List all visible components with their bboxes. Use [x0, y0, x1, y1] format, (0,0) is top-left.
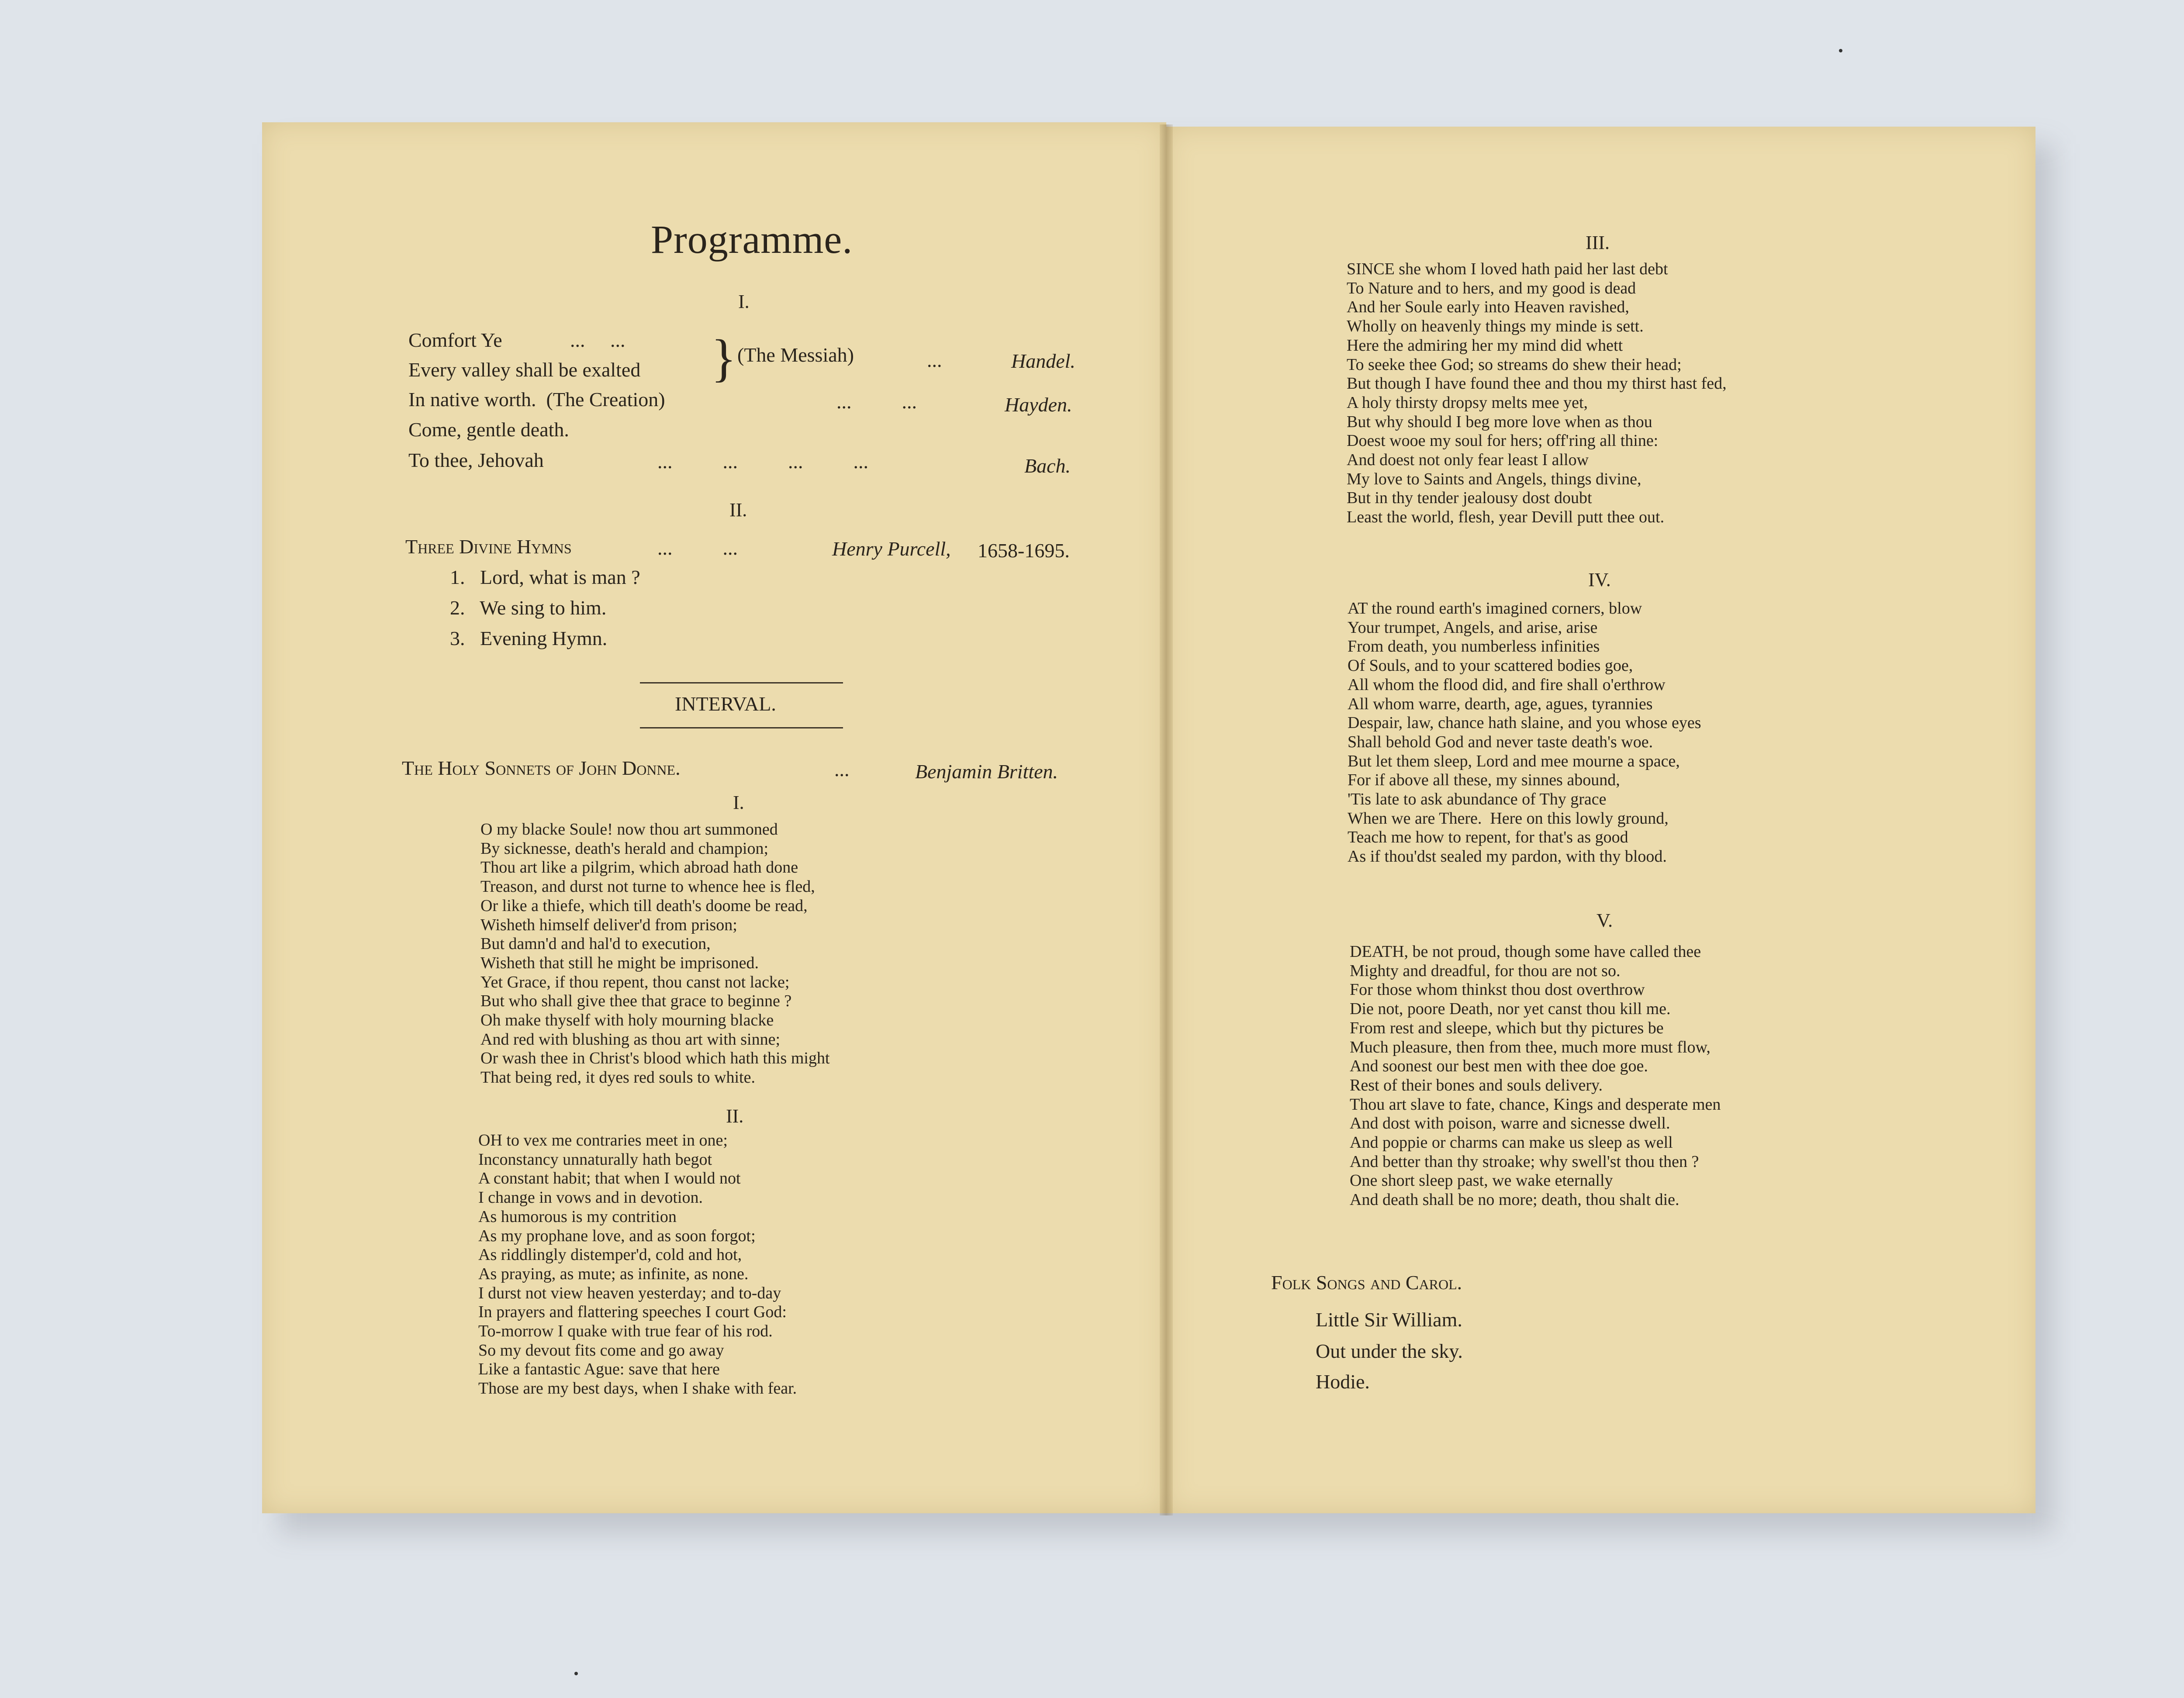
programme-title: Programme.: [651, 217, 853, 262]
purcell-dates: 1658-1695.: [978, 539, 1070, 562]
composer-britten: Benjamin Britten.: [915, 760, 1058, 783]
item-to-thee-jehovah-dots: ... ... ... ...: [657, 450, 868, 473]
composer-handel: Handel.: [1011, 350, 1075, 372]
item-to-thee-jehovah: To thee, Jehovah: [408, 449, 544, 471]
sonnet-v-text: DEATH, be not proud, though some have called thee Mighty and dreadful, for thou are not so. For those whom thinkst thou dost overthrow Die not, poore Death, nor yet canst thou kill me. From rest and sleepe, which but thy pictures be Much pleasure, then from thee, much more must flow, And soonest our best men with thee doe goe. Rest of their bones and souls delivery. Thou art slave to fate, chance, Kings and desperate men And dost with poison, warre and sicnesse dwell. And poppie or charms can make us sleep as well And better than thy stroake; why swell'st thou then ? One short sleep past, we wake eternally And death shall be no more; death, thou shalt die.: [1350, 942, 1721, 1209]
table-speck: [1839, 49, 1842, 52]
messiah-dots: ...: [927, 349, 942, 371]
messiah-brace: }: [711, 329, 736, 387]
composer-bach: Bach.: [1024, 455, 1071, 477]
sonnet-iii-text: SINCE she whom I loved hath paid her last debt To Nature and to hers, and my good is dead And her Soule early into Heaven ravished, Wholly on heavenly things my minde is sett. Here the admiring her my mind did whett To seeke thee God; so streams do shew their head; But though I have found thee and thou my thirst hast fed, A holy thirsty dropsy melts mee yet, But why should I beg more love when as thou Doest wooe my soul for hers; off'ring all thine: And doest not only fear least I allow My love to Saints and Angels, things divine, But in thy tender jealousy dost doubt Least the world, flesh, year Devill putt thee out.: [1347, 260, 1727, 527]
sonnets-dots: ...: [834, 758, 850, 780]
sonnet-iv-label: IV.: [1588, 569, 1611, 590]
sonnet-iii-label: III.: [1586, 232, 1610, 253]
sonnet-i-text: O my blacke Soule! now thou art summoned By sicknesse, death's herald and champion; Thou art like a pilgrim, which abroad hath done Treason, and durst not turne to whence hee is fled, Or like a thiefe, which till death's doome be read, Wisheth himself deliver'd from prison; But damn'd and hal'd to execution, Wisheth that still he might be imprisoned. Yet Grace, if thou repent, thou canst not lacke; But who shall give thee that grace to beginne ? Oh make thyself with holy mourning blacke And red with blushing as thou art with sinne; Or wash thee in Christ's blood which hath this might That being red, it dyes red souls to white.: [480, 820, 830, 1087]
folk-songs-title: Folk Songs and Carol.: [1271, 1271, 1462, 1294]
sonnet-i-label: I.: [733, 792, 744, 813]
sonnet-ii-label: II.: [726, 1105, 744, 1127]
item-in-native-worth: In native worth. (The Creation): [408, 388, 665, 411]
sonnet-ii-text: OH to vex me contraries meet in one; Inconstancy unnaturally hath begot A constant habit; that when I would not I change in vows and in devotion. As humorous is my contrition As my prophane love, and as soon forgot; As riddlingly distemper'd, cold and hot, As praying, as mute; as infinite, as none. I durst not view heaven yesterday; and to-day In prayers and flattering speeches I court God: To-morrow I quake with true fear of his rod. So my devout fits come and go away Like a fantastic Ague: save that here Those are my best days, when I shake with fear.: [478, 1131, 797, 1398]
interval-label: INTERVAL.: [675, 693, 776, 715]
hymn-1: 1. Lord, what is man ?: [450, 566, 640, 588]
item-comfort-ye-dots: ... ...: [570, 329, 625, 351]
composer-hayden: Hayden.: [1005, 393, 1072, 416]
item-every-valley: Every valley shall be exalted: [408, 359, 641, 381]
item-comfort-ye: Comfort Ye: [408, 329, 502, 351]
hymns-title: Three Divine Hymns: [405, 535, 572, 558]
interval-rule-top: [640, 682, 843, 683]
folk-item-1: Little Sir William.: [1316, 1308, 1462, 1331]
sonnet-iv-text: AT the round earth's imagined corners, blow Your trumpet, Angels, and arise, arise From death, you numberless infinities Of Souls, and to your scattered bodies goe, All whom the flood did, and fire shall o'erthrow All whom warre, dearth, age, agues, tyrannies Despair, law, chance hath slaine, and you whose eyes Shall behold God and never taste death's woe. But let them sleep, Lord and mee mourne a space, For if above all these, my sinnes abound, 'Tis late to ask abundance of Thy grace When we are There. Here on this lowly ground, Teach me how to repent, for that's as good As if thou'dst sealed my pardon, with thy blood.: [1348, 599, 1701, 866]
hymn-2: 2. We sing to him.: [450, 597, 607, 619]
composer-purcell: Henry Purcell,: [832, 538, 951, 560]
sonnet-v-label: V.: [1597, 910, 1613, 931]
table-speck-2: [574, 1672, 578, 1675]
center-fold: [1160, 124, 1173, 1515]
hymn-3: 3. Evening Hymn.: [450, 627, 608, 649]
folk-item-3: Hodie.: [1316, 1370, 1370, 1393]
section-i-label: I.: [738, 291, 750, 312]
folk-item-2: Out under the sky.: [1316, 1340, 1463, 1362]
section-ii-label: II.: [729, 499, 747, 521]
interval-rule-bottom: [640, 727, 843, 728]
item-in-native-worth-dots: ... ...: [836, 390, 917, 413]
hymns-dots: ... ...: [657, 537, 738, 559]
messiah-label: (The Messiah): [737, 344, 854, 366]
item-come-gentle-death: Come, gentle death.: [408, 418, 569, 441]
sonnets-title: The Holy Sonnets of John Donne.: [402, 757, 681, 779]
